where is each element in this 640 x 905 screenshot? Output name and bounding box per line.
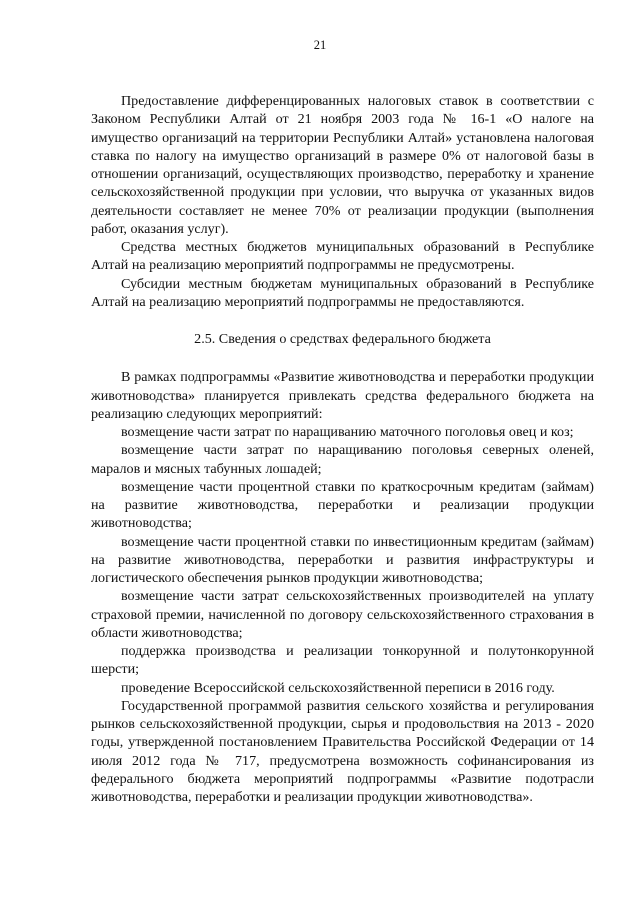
paragraph-intro: В рамках подпрограммы «Развитие животноводства и переработки продукции животноводства» планируется привлекать средства федерального бюджета на реализацию следующих мероприятий:	[91, 369, 594, 422]
list-item-measure: возмещение части затрат сельскохозяйственных производителей на уплату страховой премии, начисленной по договору сельскохозяйственного страхования в области животноводства;	[91, 588, 594, 641]
document-body	[91, 92, 594, 806]
section-heading: 2.5. Сведения о средствах федерального бюджета	[194, 331, 491, 347]
list-item-measure: возмещение части затрат по наращиванию поголовья северных оленей, маралов и мясных табунных лошадей;	[91, 442, 594, 477]
list-item-measure: поддержка производства и реализации тонкорунной и полутонкорунной шерсти;	[91, 643, 594, 678]
spacer	[91, 348, 594, 368]
list-item-measure: возмещение части затрат по наращиванию маточного поголовья овец и коз;	[121, 424, 574, 440]
paragraph-state-program: Государственной программой развития сельского хозяйства и регулирования рынков сельскохозяйственной продукции, сырья и продовольствия на 2013 - 2020 годы, утвержденной постановлением Правительства Российской Федерации от 14 июля 2012 года № 717, предусмотрена возможность софинансирования из федерального бюджета мероприятий подпрограммы «Развитие подотрасли животноводства, переработки и реализации продукции животноводства».	[91, 697, 594, 805]
spacer	[91, 311, 594, 330]
paragraph-local-budgets: Средства местных бюджетов муниципальных образований в Республике Алтай на реализацию мероприятий подпрограммы не предусмотрены.	[91, 239, 594, 274]
paragraph-subsidies: Субсидии местным бюджетам муниципальных образований в Республике Алтай на реализацию мероприятий подпрограммы не предоставляются.	[91, 275, 594, 310]
list-item-measure: проведение Всероссийской сельскохозяйственной переписи в 2016 году.	[121, 679, 555, 696]
list-item-measure: возмещение части процентной ставки по инвестиционным кредитам (займам) на развитие животноводства, переработки и развития инфраструктуры и логистического обеспечения рынков продукции животноводства;	[91, 533, 594, 586]
paragraph-tax-rates: Предоставление дифференцированных налоговых ставок в соответствии с Законом Республики Алтай от 21 ноября 2003 года № 16-1 «О налоге на имущество организаций на территории Республики Алтай» установлена налоговая ставка по налогу на имущество организаций в размере 0% от налоговой базы в отношении организаций, осуществляющих производство, переработку и хранение сельскохозяйственной продукции при условии, что выручка от указанных видов деятельности составляет не менее 70% от реализации продукции (выполнения работ, оказания услуг).	[91, 93, 594, 237]
list-item-measure: возмещение части процентной ставки по краткосрочным кредитам (займам) на развитие животноводства, переработки и реализации продукции животноводства;	[91, 478, 594, 532]
page-number: 21	[313, 38, 327, 52]
